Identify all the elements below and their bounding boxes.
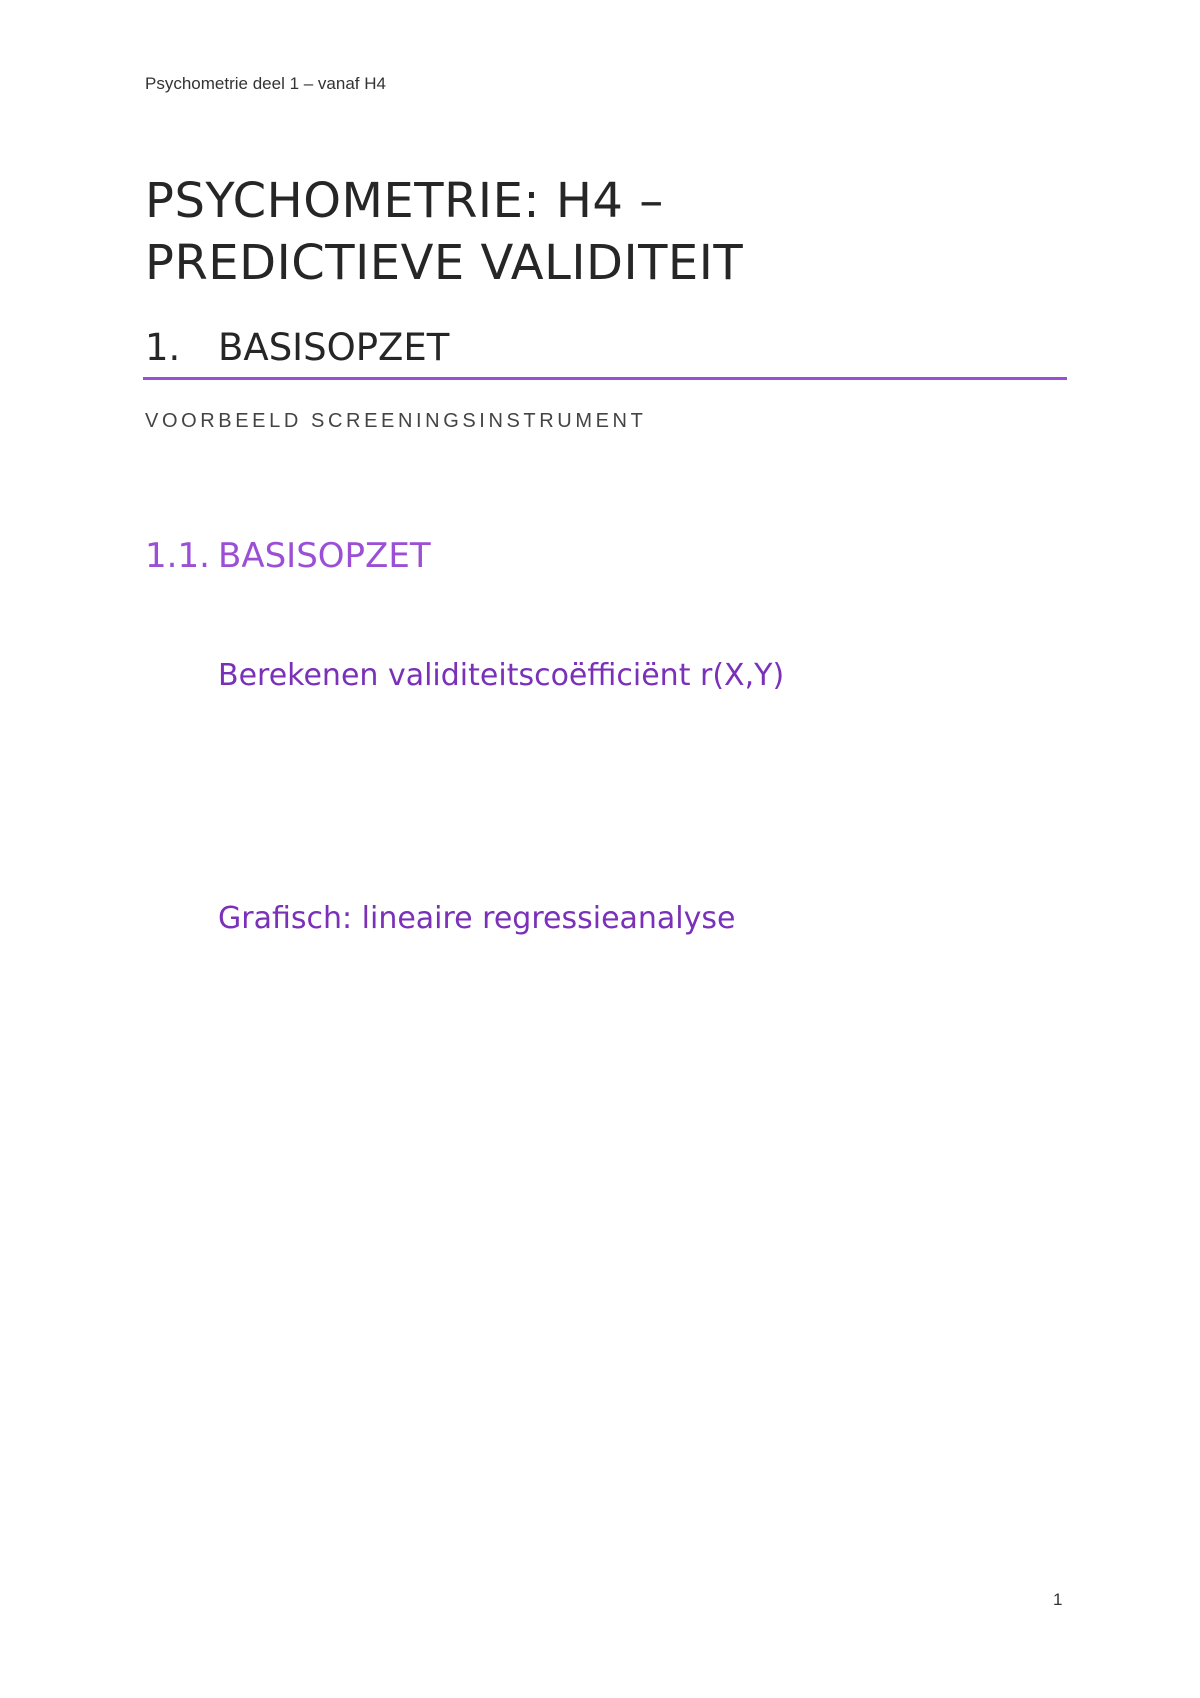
section-heading-rule — [143, 377, 1067, 380]
subsection-heading-text: BASISOPZET — [218, 536, 431, 576]
page-number: 1 — [1053, 1590, 1063, 1609]
running-header: Psychometrie deel 1 – vanaf H4 — [145, 74, 386, 93]
section-subtitle: VOORBEELD SCREENINGSINSTRUMENT — [145, 410, 647, 432]
subsection-heading-1-1 — [145, 535, 431, 577]
list-item: Berekenen validiteitscoëfficiënt r(X,Y) — [218, 658, 785, 693]
section-heading-1-number: 1. — [145, 326, 181, 369]
document-title — [145, 170, 1065, 294]
document-title-line-1: PSYCHOMETRIE: H4 – — [145, 173, 664, 229]
section-heading-1-text: BASISOPZET — [218, 326, 450, 369]
subsection-heading-number: 1.1. — [145, 536, 210, 576]
list-item: Grafisch: lineaire regressieanalyse — [218, 901, 736, 936]
section-heading-1 — [145, 326, 1065, 370]
document-title-line-2: PREDICTIEVE VALIDITEIT — [145, 235, 744, 291]
